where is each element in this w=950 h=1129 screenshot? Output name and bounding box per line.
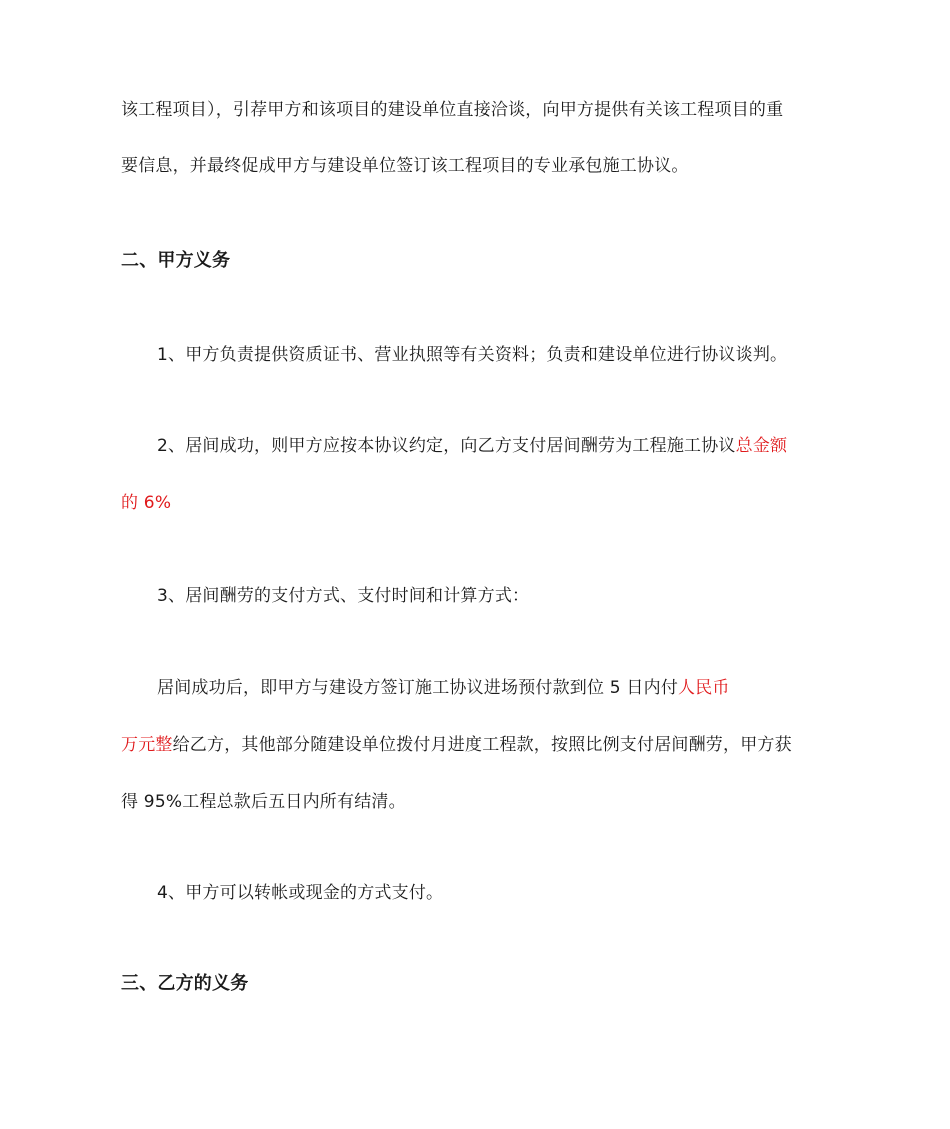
payment-text-2: 给乙方，其他部分随建设单位拨付月进度工程款，按照比例支付居间酬劳，甲方获 bbox=[172, 735, 792, 755]
obligation-item-1: 1、甲方负责提供资质证书、营业执照等有关资料；负责和建设单位进行协议谈判。 bbox=[157, 345, 788, 365]
payment-highlight-amount: 万元整 bbox=[121, 735, 173, 755]
obligation-item-4: 4、甲方可以转帐或现金的方式支付。 bbox=[157, 883, 444, 903]
intro-line-2: 要信息，并最终促成甲方与建设单位签订该工程项目的专业承包施工协议。 bbox=[121, 156, 689, 176]
payment-line-3: 得 95%工程总款后五日内所有结清。 bbox=[121, 792, 406, 812]
item-2-highlight-total: 总金额 bbox=[735, 436, 788, 456]
payment-text-1: 居间成功后，即甲方与建设方签订施工协议进场预付款到位 5 日内付 bbox=[157, 678, 679, 698]
obligation-item-3: 3、居间酬劳的支付方式、支付时间和计算方式： bbox=[157, 586, 530, 606]
section-heading-3: 三、乙方的义务 bbox=[121, 973, 249, 994]
item-2-text: 2、居间成功，则甲方应按本协议约定，向乙方支付居间酬劳为工程施工协议 bbox=[157, 436, 736, 456]
payment-line-2 bbox=[121, 733, 792, 757]
payment-line-1 bbox=[157, 676, 730, 700]
obligation-item-2-line-2: 的 6% bbox=[121, 493, 172, 513]
obligation-item-2-line-1 bbox=[157, 434, 787, 458]
intro-line-1: 该工程项目），引荐甲方和该项目的建设单位直接洽谈，向甲方提供有关该工程项目的重 bbox=[121, 100, 784, 120]
payment-highlight-rmb: 人民币 bbox=[678, 678, 730, 698]
section-heading-2: 二、甲方义务 bbox=[121, 250, 231, 271]
